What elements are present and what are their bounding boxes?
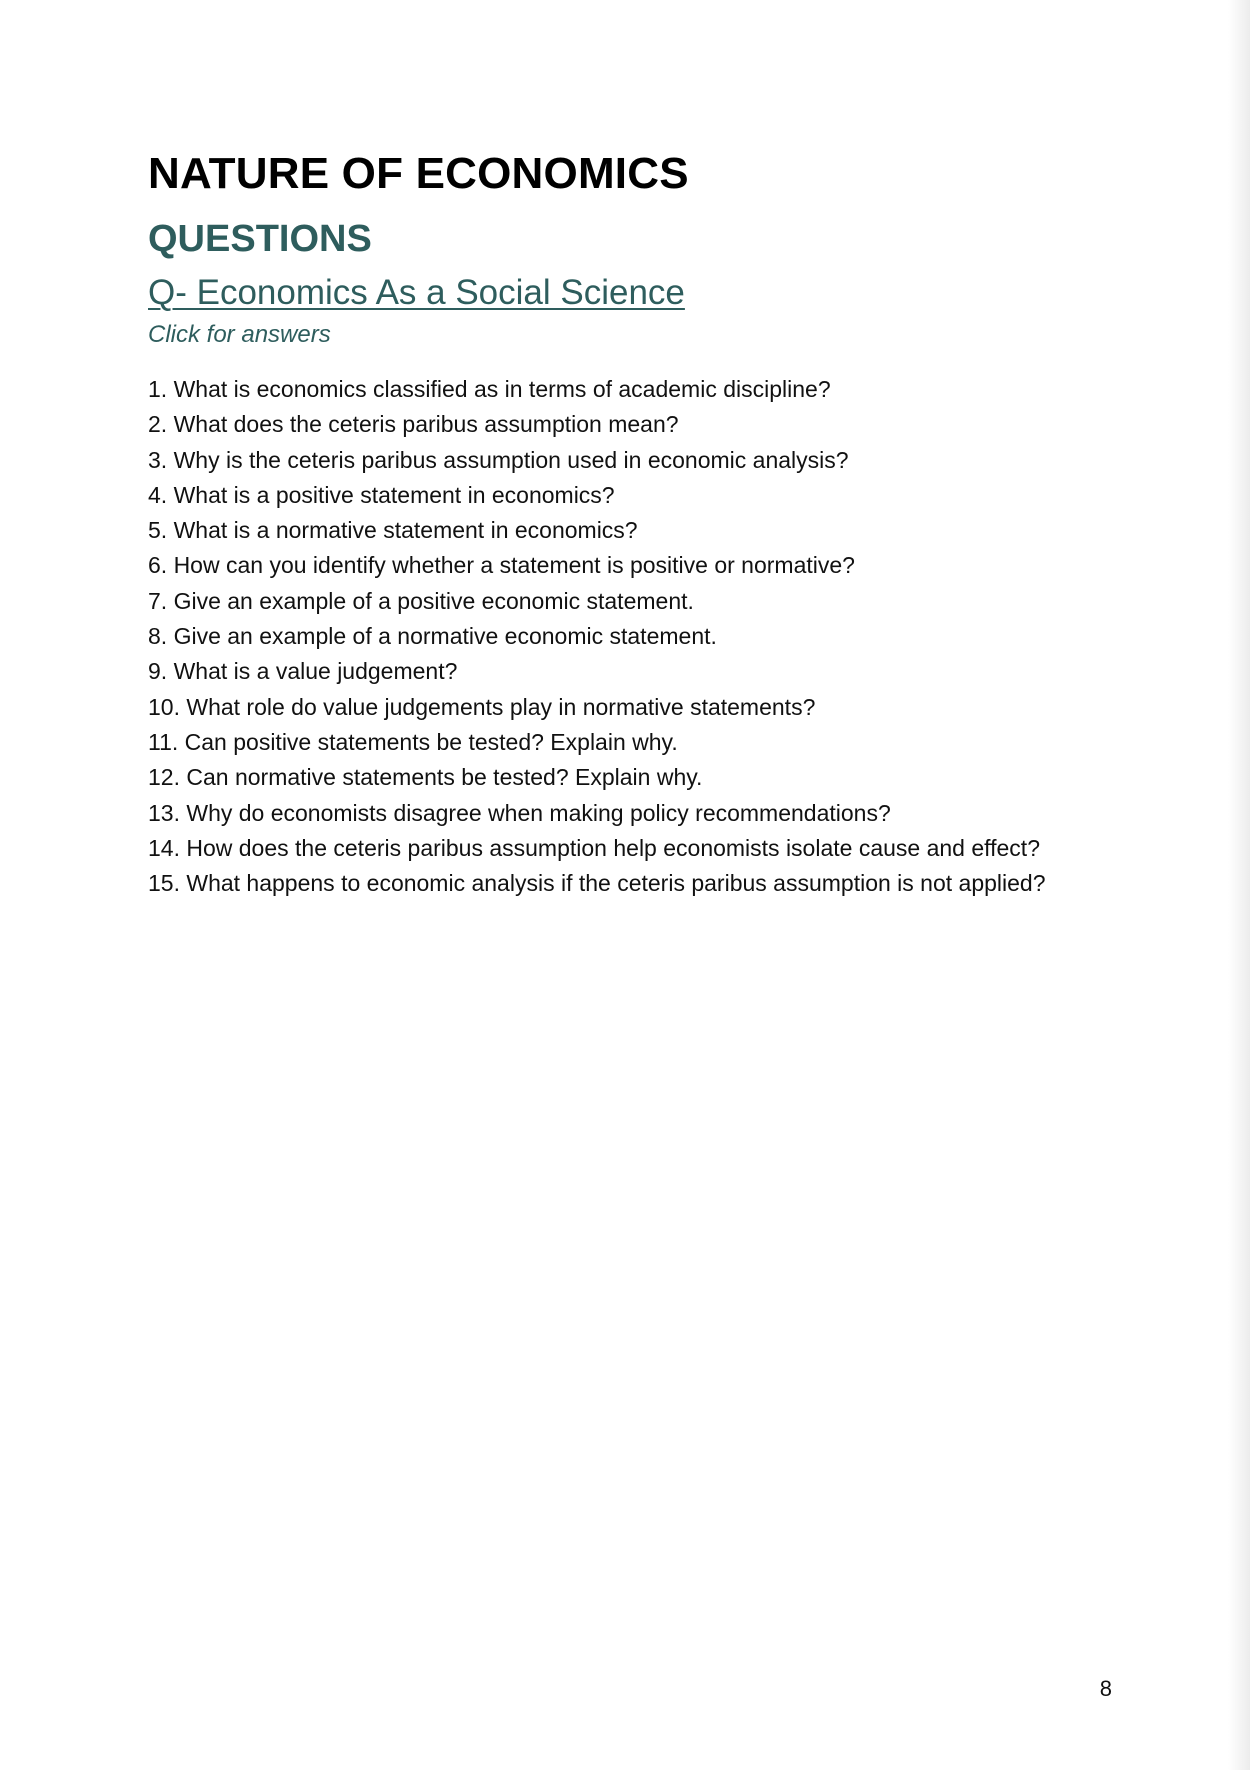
answers-link[interactable]: Click for answers bbox=[148, 321, 331, 348]
subsection-link[interactable]: Q- Economics As a Social Science bbox=[148, 273, 685, 312]
question-item: 11. Can positive statements be tested? Explain why. bbox=[148, 728, 678, 755]
question-item: 9. What is a value judgement? bbox=[148, 658, 458, 685]
question-list bbox=[148, 372, 1148, 901]
question-item: 5. What is a normative statement in economics? bbox=[148, 517, 638, 544]
question-item: 14. How does the ceteris paribus assumption help economists isolate cause and effect? bbox=[148, 834, 1040, 861]
document-title: NATURE OF ECONOMICS bbox=[148, 149, 689, 198]
question-item: 4. What is a positive statement in economics? bbox=[148, 481, 615, 508]
question-item: 12. Can normative statements be tested? Explain why. bbox=[148, 764, 703, 791]
page-edge-shadow bbox=[1228, 0, 1250, 1770]
question-item: 2. What does the ceteris paribus assumption mean? bbox=[148, 411, 679, 438]
question-item: 10. What role do value judgements play in normative statements? bbox=[148, 693, 816, 720]
page-content bbox=[148, 148, 1148, 901]
section-heading: QUESTIONS bbox=[148, 218, 372, 260]
question-item: 7. Give an example of a positive economic statement. bbox=[148, 587, 694, 614]
question-item: 6. How can you identify whether a statement is positive or normative? bbox=[148, 552, 855, 579]
page-number: 8 bbox=[1099, 1676, 1112, 1701]
question-item: 8. Give an example of a normative economic statement. bbox=[148, 623, 717, 650]
question-item: 1. What is economics classified as in terms of academic discipline? bbox=[148, 376, 831, 402]
question-item: 15. What happens to economic analysis if the ceteris paribus assumption is not applied? bbox=[148, 870, 1046, 897]
question-item: 13. Why do economists disagree when making policy recommendations? bbox=[148, 799, 891, 826]
question-item: 3. Why is the ceteris paribus assumption used in economic analysis? bbox=[148, 446, 849, 473]
